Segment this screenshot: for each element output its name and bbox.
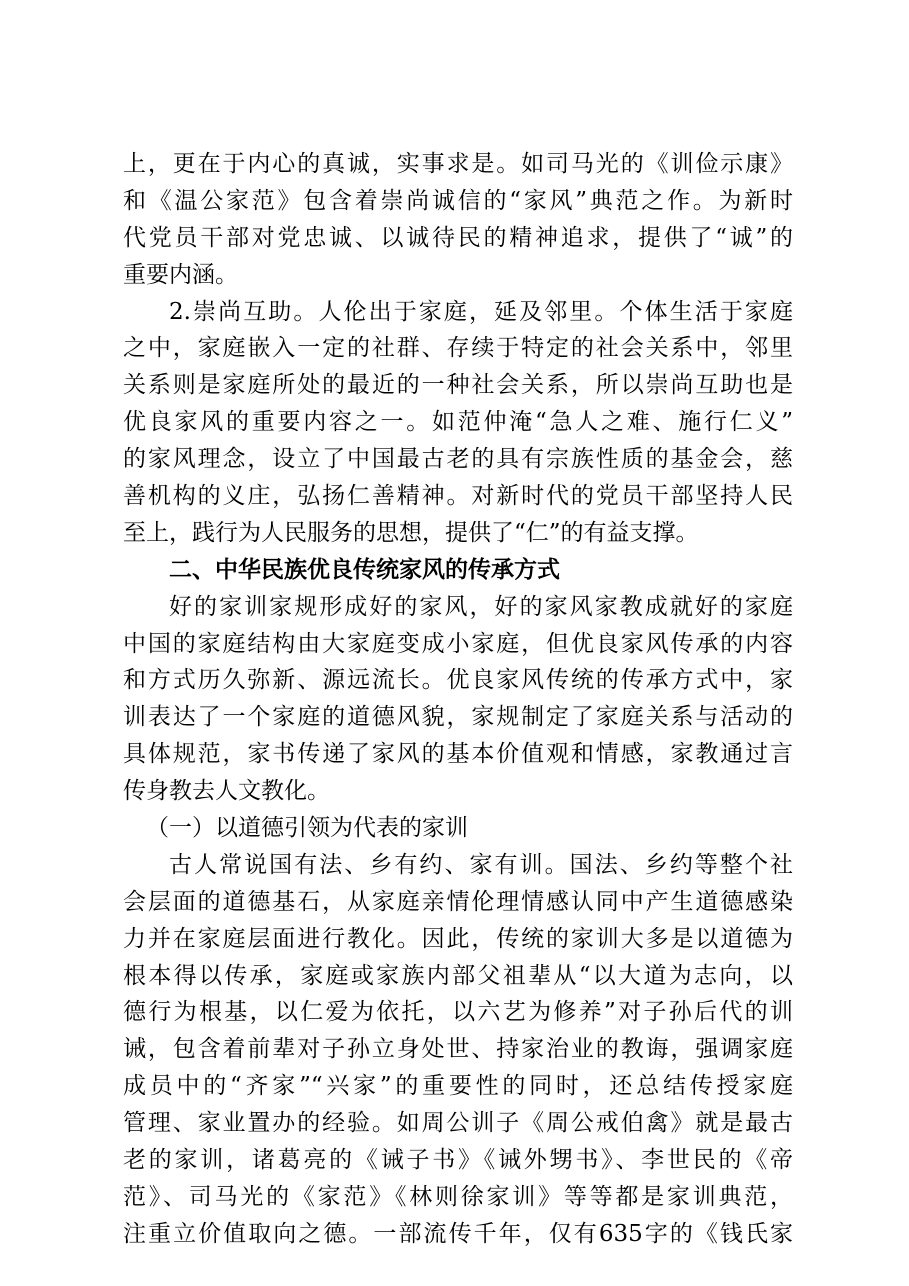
text-line: 的家风理念，设立了中国最古老的具有宗族性质的基金会，慈	[123, 446, 793, 473]
text-line: 古人常说国有法、乡有约、家有训。国法、乡约等整个社	[169, 851, 793, 878]
text-line: 之中，家庭嵌入一定的社群、存续于特定的社会关系中，邻里	[123, 335, 793, 362]
text-line: 老的家训，诸葛亮的《诫子书》《诫外甥书》、李世民的《帝	[123, 1147, 793, 1174]
text-line: 和方式历久弥新、源远流长。优良家风传统的传承方式中，家	[123, 667, 793, 694]
text-line: 上，更在于内心的真诚，实事求是。如司马光的《训俭示康》	[123, 151, 793, 177]
text-line: 中国的家庭结构由大家庭变成小家庭，但优良家风传承的内容	[123, 630, 793, 657]
text-line: 传身教去人文教化。	[123, 778, 330, 805]
text-line: 注重立价值取向之德。一部流传千年，仅有635字的《钱氏家	[123, 1220, 793, 1247]
text-line: 至上，践行为人民服务的思想，提供了“仁”的有益支撑。	[123, 519, 699, 546]
section-heading: 二、中华民族优良传统家风的传承方式	[169, 556, 560, 583]
text-line: 范》、司马光的《家范》《林则徐家训》等等都是家训典范，	[123, 1183, 793, 1210]
subsection-heading: （一）以道德引领为代表的家训	[146, 815, 468, 842]
text-line: 具体规范，家书传递了家风的基本价值观和情感，家教通过言	[123, 741, 793, 768]
text-line: 会层面的道德基石，从家庭亲情伦理情感认同中产生道德感染	[123, 888, 793, 915]
text-line: 诫，包含着前辈对子孙立身处世、持家治业的教诲，强调家庭	[123, 1036, 793, 1063]
text-line: 好的家训家规形成好的家风，好的家风家教成就好的家庭	[169, 593, 793, 620]
text-line: 优良家风的重要内容之一。如范仲淹“急人之难、施行仁义”	[123, 409, 793, 436]
body-text	[123, 146, 793, 1253]
text-line: 训表达了一个家庭的道德风貌，家规制定了家庭关系与活动的	[123, 704, 793, 731]
text-line: 重要内涵。	[123, 261, 238, 288]
text-line: 力并在家庭层面进行教化。因此，传统的家训大多是以道德为	[123, 925, 793, 952]
text-line: 关系则是家庭所处的最近的一种社会关系，所以崇尚互助也是	[123, 372, 793, 399]
text-line: 管理、家业置办的经验。如周公训子《周公戒伯禽》就是最古	[123, 1110, 793, 1137]
text-line: 和《温公家范》包含着崇尚诚信的“家风”典范之作。为新时	[123, 187, 793, 214]
text-line: 根本得以传承，家庭或家族内部父祖辈从“以大道为志向，以	[123, 962, 793, 989]
text-line: 成员中的“齐家”“兴家”的重要性的同时，还总结传授家庭	[123, 1073, 793, 1100]
text-line: 德行为根基，以仁爱为依托，以六艺为修养”对子孙后代的训	[123, 999, 793, 1026]
text-line: 善机构的义庄，弘扬仁善精神。对新时代的党员干部坚持人民	[123, 483, 793, 510]
text-line: 2.崇尚互助。人伦出于家庭，延及邻里。个体生活于家庭	[169, 298, 793, 325]
text-line: 代党员干部对党忠诚、以诚待民的精神追求，提供了“诚”的	[123, 224, 793, 251]
